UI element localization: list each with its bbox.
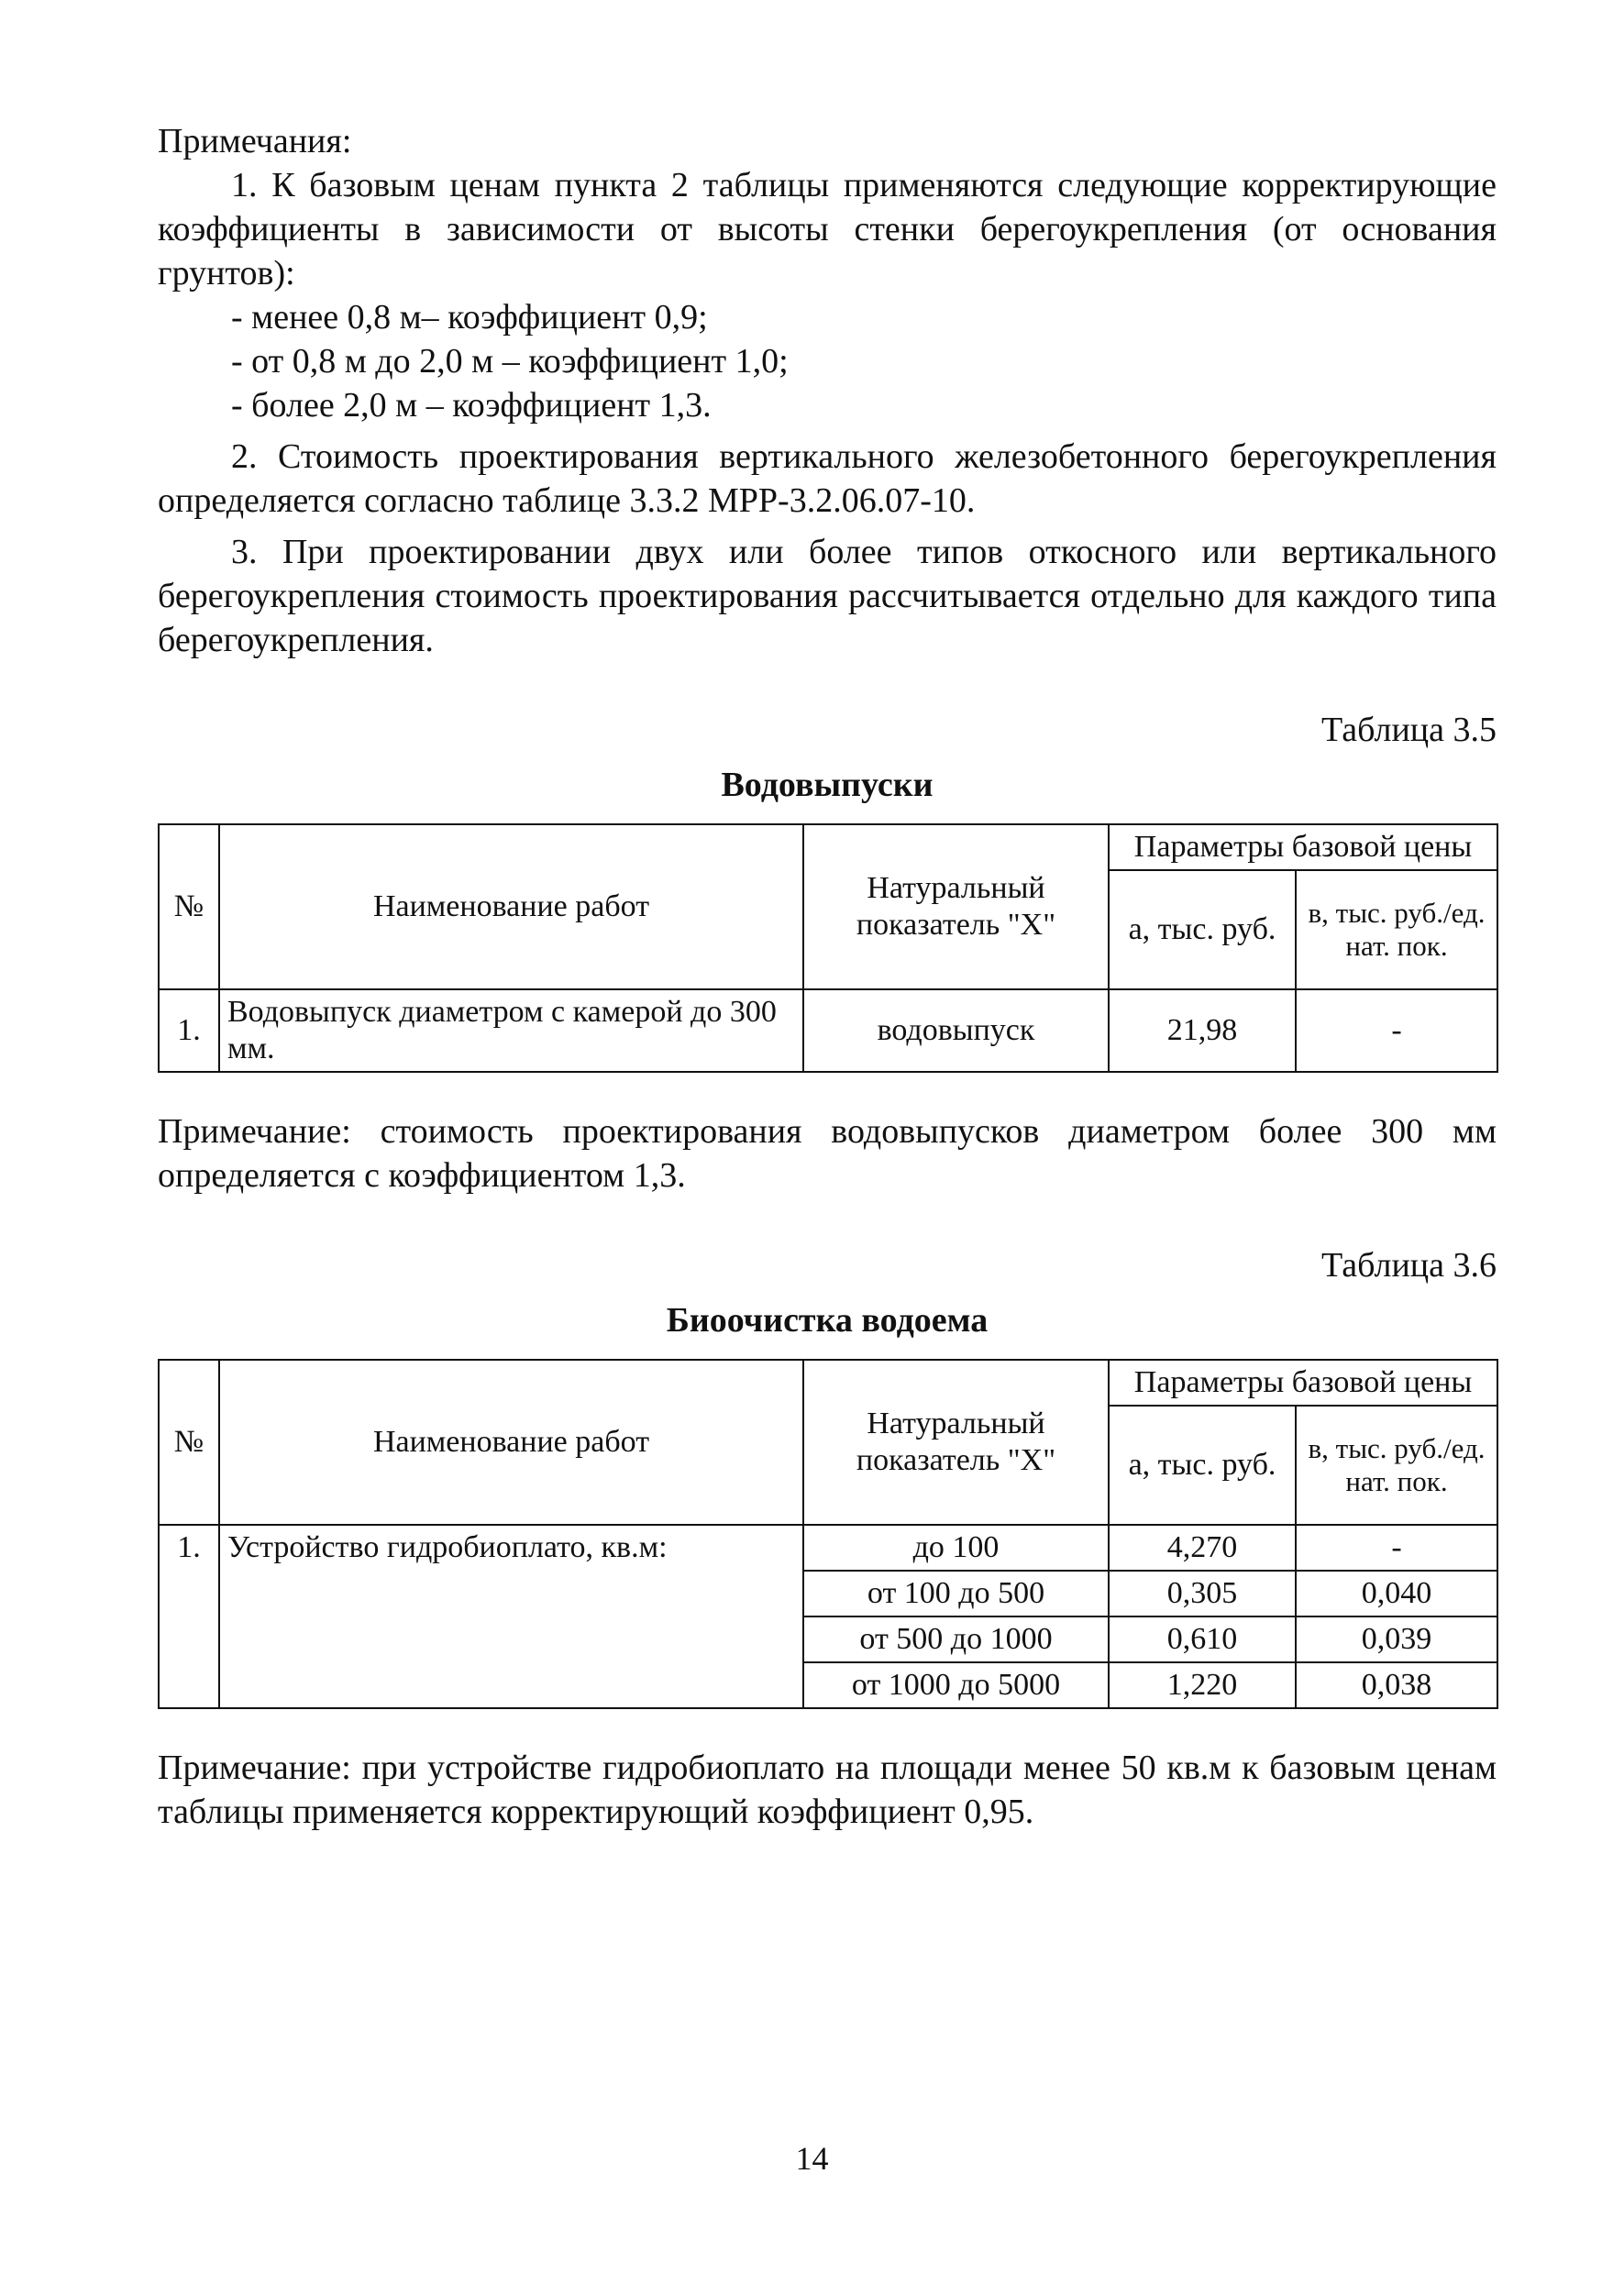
table-3-6-note: Примечание: при устройстве гидробиоплато на площади менее 50 кв.м к базовым ценам таблицы применяется корректирующий коэффициент 0,95. (158, 1749, 1497, 1831)
header-name: Наименование работ (219, 1360, 803, 1525)
header-params: Параметры базовой цены (1109, 1360, 1497, 1406)
note-item-1: 1. К базовым ценам пункта 2 таблицы применяются следующие корректирующие коэффициенты в зависимости от высоты стенки берегоукрепления (от основания грунтов): (158, 166, 1497, 292)
cell-a: 4,270 (1109, 1525, 1296, 1571)
table-row (159, 989, 1497, 1072)
table-3-5-title: Водовыпуски (721, 766, 934, 804)
document-page (158, 119, 1497, 1834)
cell-natural: от 100 до 500 (803, 1571, 1109, 1616)
cell-a: 1,220 (1109, 1662, 1296, 1708)
cell-b: - (1296, 1525, 1497, 1571)
header-a: а, тыс. руб. (1109, 1406, 1296, 1525)
header-num: № (159, 1360, 219, 1525)
cell-num: 1. (159, 989, 219, 1072)
header-natural: Натуральный показатель "Х" (803, 1360, 1109, 1525)
table-3-6-title: Биоочистка водоема (666, 1301, 989, 1340)
note-bullet-2: - от 0,8 м до 2,0 м – коэффициент 1,0; (231, 342, 789, 381)
cell-a: 21,98 (1109, 989, 1296, 1072)
table-3-6 (158, 1359, 1498, 1709)
cell-a: 0,610 (1109, 1616, 1296, 1662)
table-3-5-label: Таблица 3.5 (1320, 711, 1497, 749)
cell-natural: до 100 (803, 1525, 1109, 1571)
cell-name: Водовыпуск диаметром с камерой до 300 мм. (219, 989, 803, 1072)
header-num: № (159, 824, 219, 989)
note-item-3: 3. При проектировании двух или более типов откосного или вертикального берегоукрепления стоимость проектирования рассчитывается отдельно для каждого типа берегоукрепления. (158, 533, 1497, 659)
cell-b: 0,038 (1296, 1662, 1497, 1708)
cell-num: 1. (159, 1525, 219, 1708)
cell-a: 0,305 (1109, 1571, 1296, 1616)
cell-natural: от 1000 до 5000 (803, 1662, 1109, 1708)
note-bullet-3: - более 2,0 м – коэффициент 1,3. (231, 386, 712, 425)
cell-b: - (1296, 989, 1497, 1072)
header-params: Параметры базовой цены (1109, 824, 1497, 870)
table-row (159, 1525, 1497, 1571)
table-3-6-label: Таблица 3.6 (1320, 1246, 1497, 1285)
note-bullet-1: - менее 0,8 м– коэффициент 0,9; (231, 298, 708, 337)
page-number: 14 (795, 2140, 829, 2177)
cell-name: Устройство гидробиоплато, кв.м: (219, 1525, 803, 1708)
header-name: Наименование работ (219, 824, 803, 989)
table-3-5-note: Примечание: стоимость проектирования водовыпусков диаметром более 300 мм определяется с коэффициентом 1,3. (158, 1112, 1497, 1195)
cell-natural: водовыпуск (803, 989, 1109, 1072)
header-b: в, тыс. руб./ед. нат. пок. (1296, 1406, 1497, 1525)
header-natural: Натуральный показатель "Х" (803, 824, 1109, 989)
note-item-2: 2. Стоимость проектирования вертикального железобетонного берегоукрепления определяется согласно таблице 3.3.2 МРР-3.2.06.07-10. (158, 437, 1497, 520)
notes-title: Примечания: (158, 122, 352, 160)
cell-natural: от 500 до 1000 (803, 1616, 1109, 1662)
cell-b: 0,040 (1296, 1571, 1497, 1616)
header-a: а, тыс. руб. (1109, 870, 1296, 989)
table-3-5 (158, 823, 1498, 1073)
header-b: в, тыс. руб./ед. нат. пок. (1296, 870, 1497, 989)
cell-b: 0,039 (1296, 1616, 1497, 1662)
